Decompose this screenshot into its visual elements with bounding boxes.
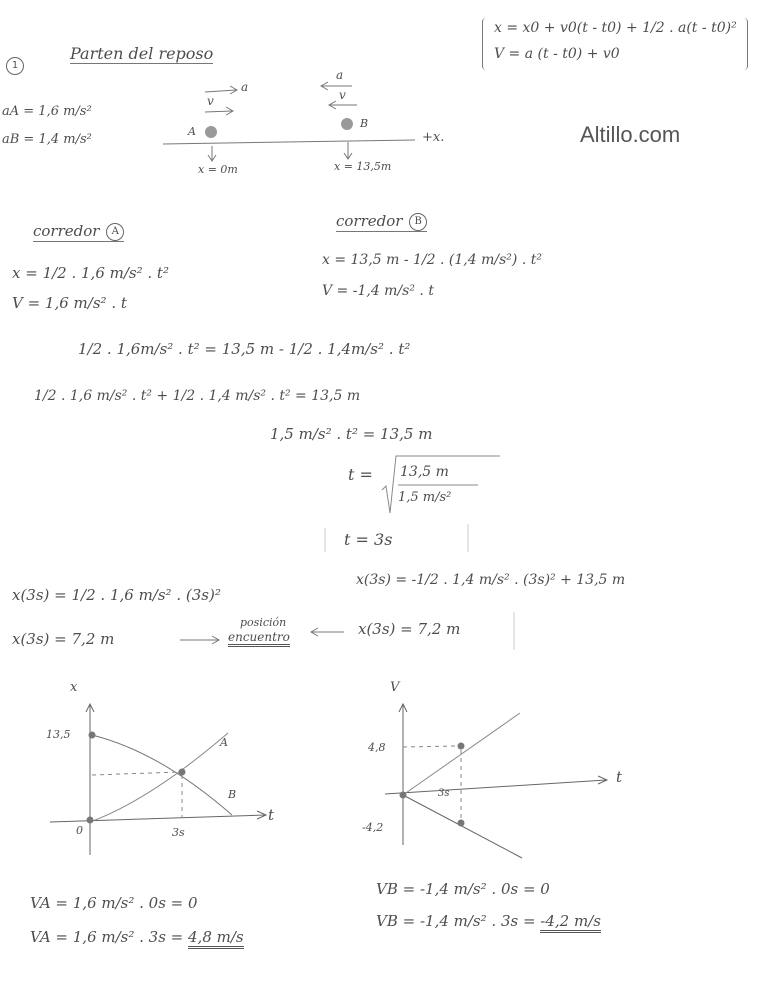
velocity-b-three <box>376 912 601 930</box>
graph-x-curve-b: B <box>228 788 237 801</box>
runner-a-heading <box>33 222 124 242</box>
axis-label: +x. <box>422 130 445 145</box>
equation-line-4-lhs: t = <box>348 465 373 484</box>
graph-v-x-tick: 3s <box>438 788 450 799</box>
page-title: Parten del reposo <box>70 44 214 63</box>
meeting-label-2: encuentro <box>228 630 290 647</box>
time-result: t = 3s <box>344 530 393 549</box>
watermark: Altillo.com <box>580 122 681 147</box>
graph-v-tick-positive: 4,8 <box>368 741 386 754</box>
diagram-accel-a: a <box>241 80 249 94</box>
position-a-calc: x(3s) = 1/2 . 1,6 m/s² . (3s)² <box>12 586 221 604</box>
car-a-label: A <box>188 125 196 138</box>
graph-x-y-axis-label: x <box>70 680 78 695</box>
runner-b-position-eq: x = 13,5 m - 1/2 . (1,4 m/s²) . t² <box>322 252 542 268</box>
graph-x-x-tick: 3s <box>172 826 185 839</box>
position-a: x = 0m <box>198 163 238 176</box>
velocity-b-three-calc: VB = -1,4 m/s² . 3s = <box>376 912 541 930</box>
formula-position: x = x0 + v0(t - t0) + 1/2 . a(t - t0)² <box>494 20 737 36</box>
runner-a-letter: A <box>106 223 124 241</box>
position-b: x = 13,5m <box>334 160 392 173</box>
runner-a-heading-text: corredor <box>33 222 100 240</box>
car-b-label: B <box>360 117 369 130</box>
position-b-result: x(3s) = 7,2 m <box>358 620 461 638</box>
diagram-vel-b: v <box>339 88 346 102</box>
position-b-calc: x(3s) = -1/2 . 1,4 m/s² . (3s)² + 13,5 m <box>356 572 626 588</box>
problem-number: 1 <box>6 57 24 75</box>
formula-velocity: V = a (t - t0) + v0 <box>494 46 620 62</box>
runner-b-heading-text: corredor <box>336 212 403 230</box>
meeting-label-1: posición <box>240 616 287 629</box>
velocity-b-three-result: -4,2 m/s <box>540 912 601 933</box>
runner-b-letter: B <box>409 213 427 231</box>
graph-x-curve-a: A <box>220 736 228 749</box>
velocity-b-zero: VB = -1,4 m/s² . 0s = 0 <box>376 880 550 898</box>
equation-line-1: 1/2 . 1,6m/s² . t² = 13,5 m - 1/2 . 1,4m/s² . t² <box>78 340 411 358</box>
graph-x-y-tick: 13,5 <box>46 728 71 741</box>
runner-b-velocity-eq: V = -1,4 m/s² . t <box>322 283 434 299</box>
equation-line-4-numerator: 13,5 m <box>400 464 449 480</box>
graph-v-tick-negative: -4,2 <box>362 821 384 834</box>
velocity-a-three <box>30 928 244 946</box>
runner-a-position-eq: x = 1/2 . 1,6 m/s² . t² <box>12 264 169 282</box>
acceleration-b: aB = 1,4 m/s² <box>2 132 92 147</box>
graph-v-x-axis-label: t <box>616 768 623 786</box>
position-a-result: x(3s) = 7,2 m <box>12 630 115 648</box>
diagram-vel-a: v <box>207 94 214 108</box>
diagram-accel-b: a <box>336 68 344 82</box>
acceleration-a: aA = 1,6 m/s² <box>2 104 92 119</box>
velocity-a-zero: VA = 1,6 m/s² . 0s = 0 <box>30 894 198 912</box>
graph-x-x-axis-label: t <box>268 806 275 824</box>
runner-a-velocity-eq: V = 1,6 m/s² . t <box>12 294 127 312</box>
equation-line-4-denominator: 1,5 m/s² <box>398 490 452 505</box>
graph-v-y-axis-label: V <box>390 680 400 695</box>
runner-b-heading <box>336 212 427 232</box>
equation-line-3: 1,5 m/s² . t² = 13,5 m <box>270 425 433 443</box>
graph-x-origin: 0 <box>76 824 83 837</box>
equation-line-2: 1/2 . 1,6 m/s² . t² + 1/2 . 1,4 m/s² . t² = 13,5 m <box>34 388 361 404</box>
velocity-a-three-result: 4,8 m/s <box>188 928 244 949</box>
velocity-a-three-calc: VA = 1,6 m/s² . 3s = <box>30 928 189 946</box>
